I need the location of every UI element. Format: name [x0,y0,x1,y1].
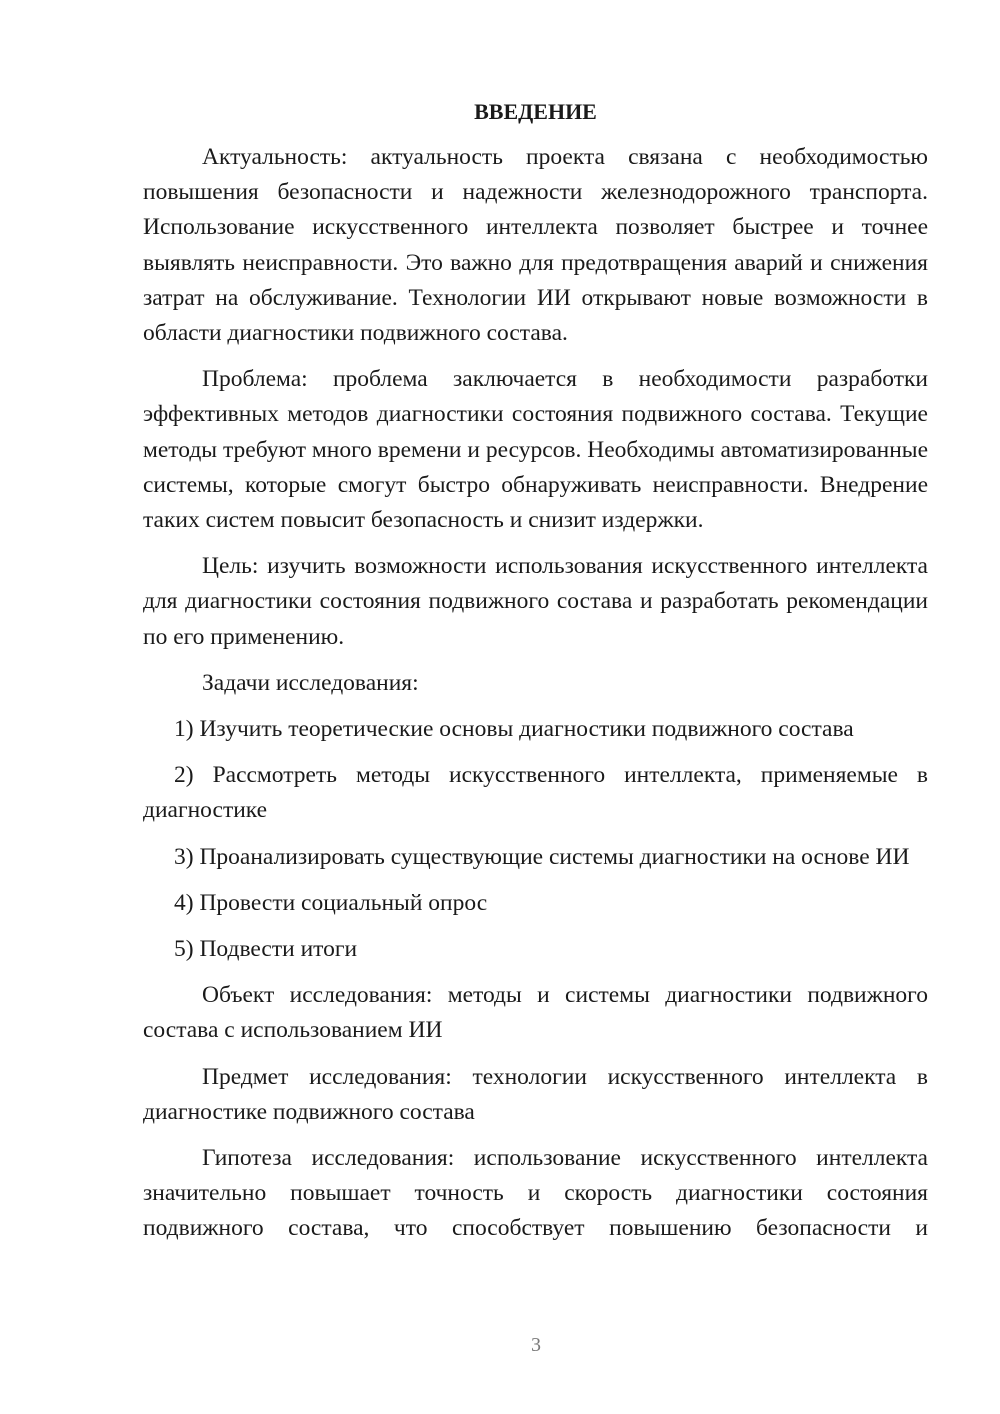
hypothesis-paragraph: Гипотеза исследования: использование искусственного интеллекта значительно повышает точность и скорость диагностики состояния подвижного состава, что способствует повышению безопасности и [143,1145,928,1242]
task-item: 5) Подвести итоги [174,936,358,963]
page-content [143,94,928,1247]
page-title: ВВЕДЕНИЕ [474,99,597,124]
task-item: 1) Изучить теоретические основы диагностики подвижного состава [174,716,854,743]
relevance-paragraph: Актуальность: актуальность проекта связана с необходимостью повышения безопасности и надежности железнодорожного транспорта. Использование искусственного интеллекта позволяет быстрее и точнее выявлять неисправности. Это важно для предотвращения аварий и снижения затрат на обслуживание. Технологии ИИ открывают новые возможности в области диагностики подвижного состава. [143,144,928,347]
object-paragraph: Объект исследования: методы и системы диагностики подвижного состава с использованием ИИ [143,982,928,1044]
page-number: 3 [531,1334,541,1356]
problem-paragraph: Проблема: проблема заключается в необходимости разработки эффективных методов диагностики состояния подвижного состава. Текущие методы требуют много времени и ресурсов. Необходимы автоматизированные системы, которые смогут быстро обнаруживать неисправности. Внедрение таких систем повысит безопасность и снизит издержки. [143,366,928,534]
goal-paragraph: Цель: изучить возможности использования искусственного интеллекта для диагностики состояния подвижного состава и разработать рекомендации по его применению. [143,553,928,650]
tasks-heading: Задачи исследования: [202,669,419,696]
task-item: 4) Провести социальный опрос [174,889,488,916]
task-item: 3) Проанализировать существующие системы диагностики на основе ИИ [174,843,910,870]
task-item: 2) Рассмотреть методы искусственного интеллекта, применяемые в диагностике [143,762,928,824]
subject-paragraph: Предмет исследования: технологии искусственного интеллекта в диагностике подвижного состава [143,1063,928,1125]
